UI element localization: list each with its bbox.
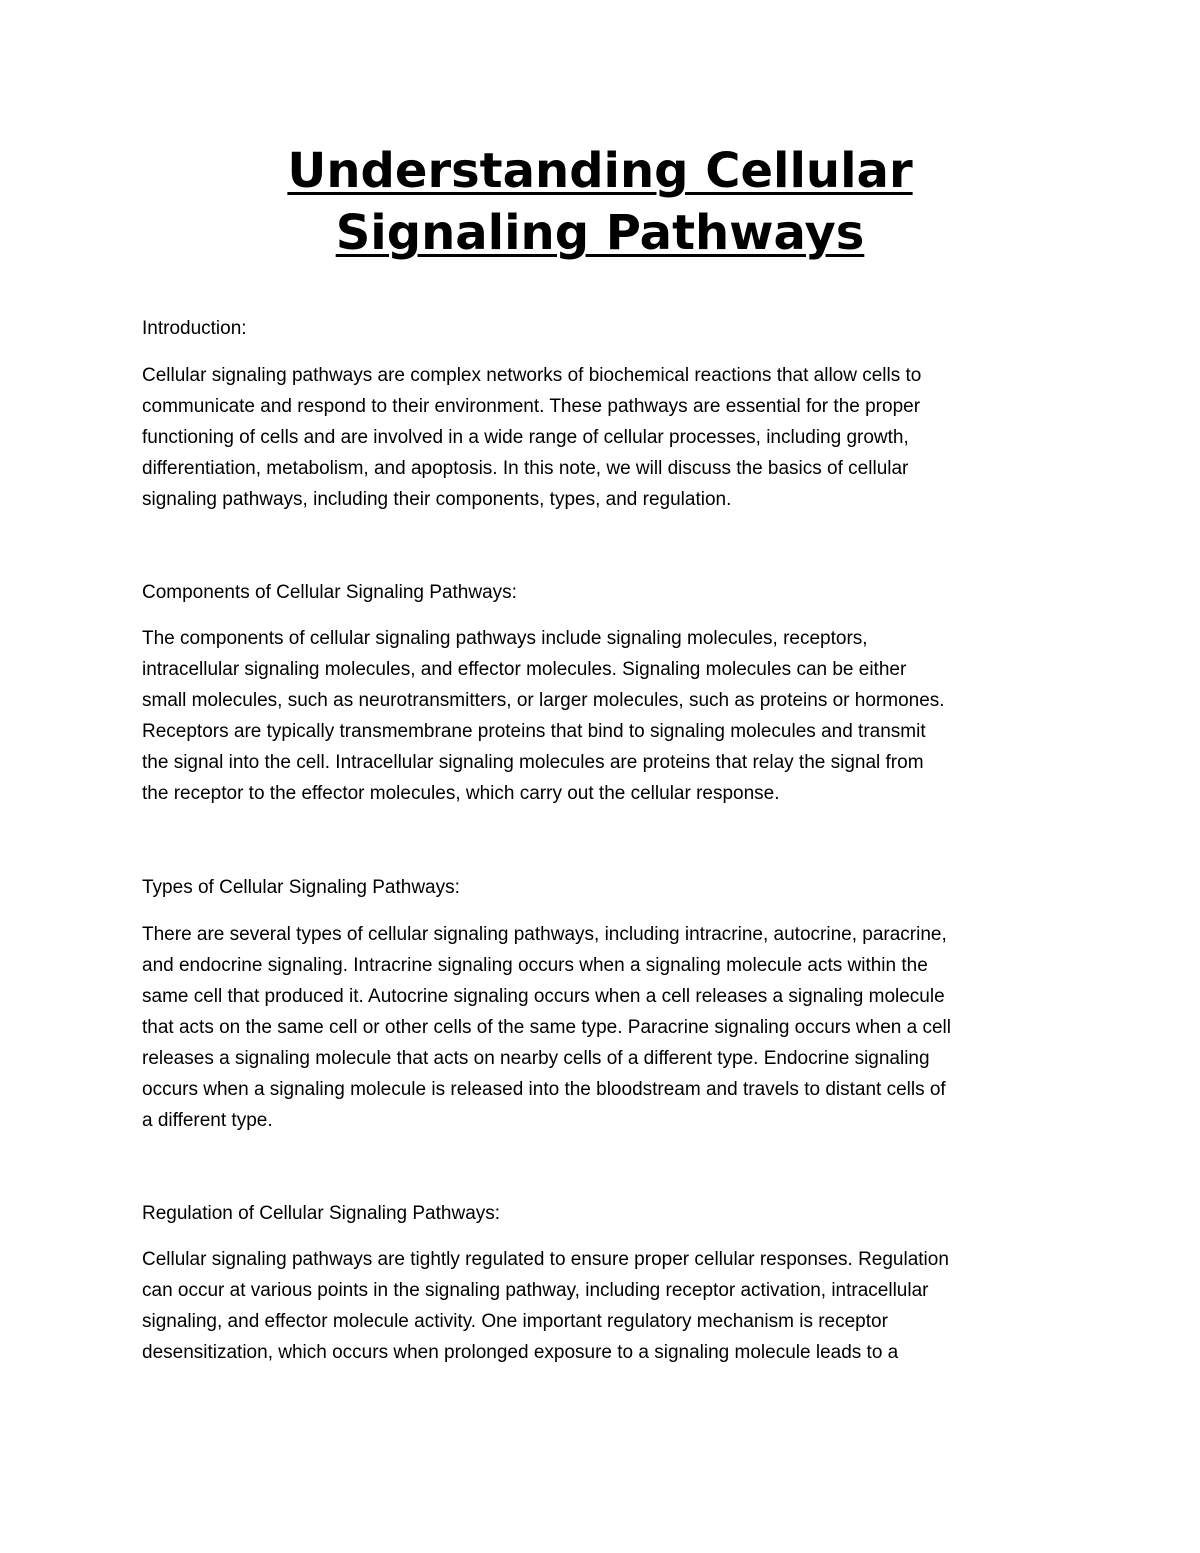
section-body-regulation xyxy=(142,1244,1062,1368)
paragraph-line: small molecules, such as neurotransmitters, or larger molecules, such as proteins or hormones. xyxy=(142,690,945,711)
paragraph-line: The components of cellular signaling pathways include signaling molecules, receptors, xyxy=(142,628,868,649)
paragraph-line: releases a signaling molecule that acts on nearby cells of a different type. Endocrine signaling xyxy=(142,1048,930,1069)
title-line-2: Signaling Pathways xyxy=(335,205,865,261)
paragraph-line: can occur at various points in the signaling pathway, including receptor activation, intracellular xyxy=(142,1280,929,1301)
paragraph-line: that acts on the same cell or other cells of the same type. Paracrine signaling occurs when a cell xyxy=(142,1017,951,1038)
paragraph-line: occurs when a signaling molecule is released into the bloodstream and travels to distant cells of xyxy=(142,1079,946,1100)
paragraph-line: a different type. xyxy=(142,1110,273,1131)
section-heading-types: Types of Cellular Signaling Pathways: xyxy=(142,877,460,898)
paragraph-line: functioning of cells and are involved in a wide range of cellular processes, including growth, xyxy=(142,427,909,448)
paragraph-line: Cellular signaling pathways are tightly regulated to ensure proper cellular responses. Regulation xyxy=(142,1249,949,1270)
paragraph-line: There are several types of cellular signaling pathways, including intracrine, autocrine, paracrine, xyxy=(142,924,947,945)
paragraph-line: the receptor to the effector molecules, which carry out the cellular response. xyxy=(142,783,780,804)
paragraph-line: signaling pathways, including their components, types, and regulation. xyxy=(142,489,732,510)
page-title xyxy=(0,140,1200,264)
section-heading-introduction: Introduction: xyxy=(142,318,247,339)
paragraph-line: Receptors are typically transmembrane proteins that bind to signaling molecules and transmit xyxy=(142,721,926,742)
paragraph-line: differentiation, metabolism, and apoptosis. In this note, we will discuss the basics of cellular xyxy=(142,458,909,479)
section-heading-components: Components of Cellular Signaling Pathways: xyxy=(142,582,517,603)
paragraph-line: signaling, and effector molecule activity. One important regulatory mechanism is receptor xyxy=(142,1311,888,1332)
paragraph-line: communicate and respond to their environment. These pathways are essential for the proper xyxy=(142,396,921,417)
section-body-types xyxy=(142,919,1062,1136)
paragraph-line: desensitization, which occurs when prolonged exposure to a signaling molecule leads to a xyxy=(142,1342,899,1363)
title-line-1: Understanding Cellular xyxy=(287,143,913,199)
paragraph-line: same cell that produced it. Autocrine signaling occurs when a cell releases a signaling molecule xyxy=(142,986,945,1007)
section-body-components xyxy=(142,623,1062,809)
paragraph-line: Cellular signaling pathways are complex networks of biochemical reactions that allow cells to xyxy=(142,365,922,386)
paragraph-line: intracellular signaling molecules, and effector molecules. Signaling molecules can be either xyxy=(142,659,907,680)
section-body-introduction xyxy=(142,360,1062,515)
section-heading-regulation: Regulation of Cellular Signaling Pathways: xyxy=(142,1203,501,1224)
paragraph-line: and endocrine signaling. Intracrine signaling occurs when a signaling molecule acts within the xyxy=(142,955,928,976)
paragraph-line: the signal into the cell. Intracellular signaling molecules are proteins that relay the signal from xyxy=(142,752,924,773)
